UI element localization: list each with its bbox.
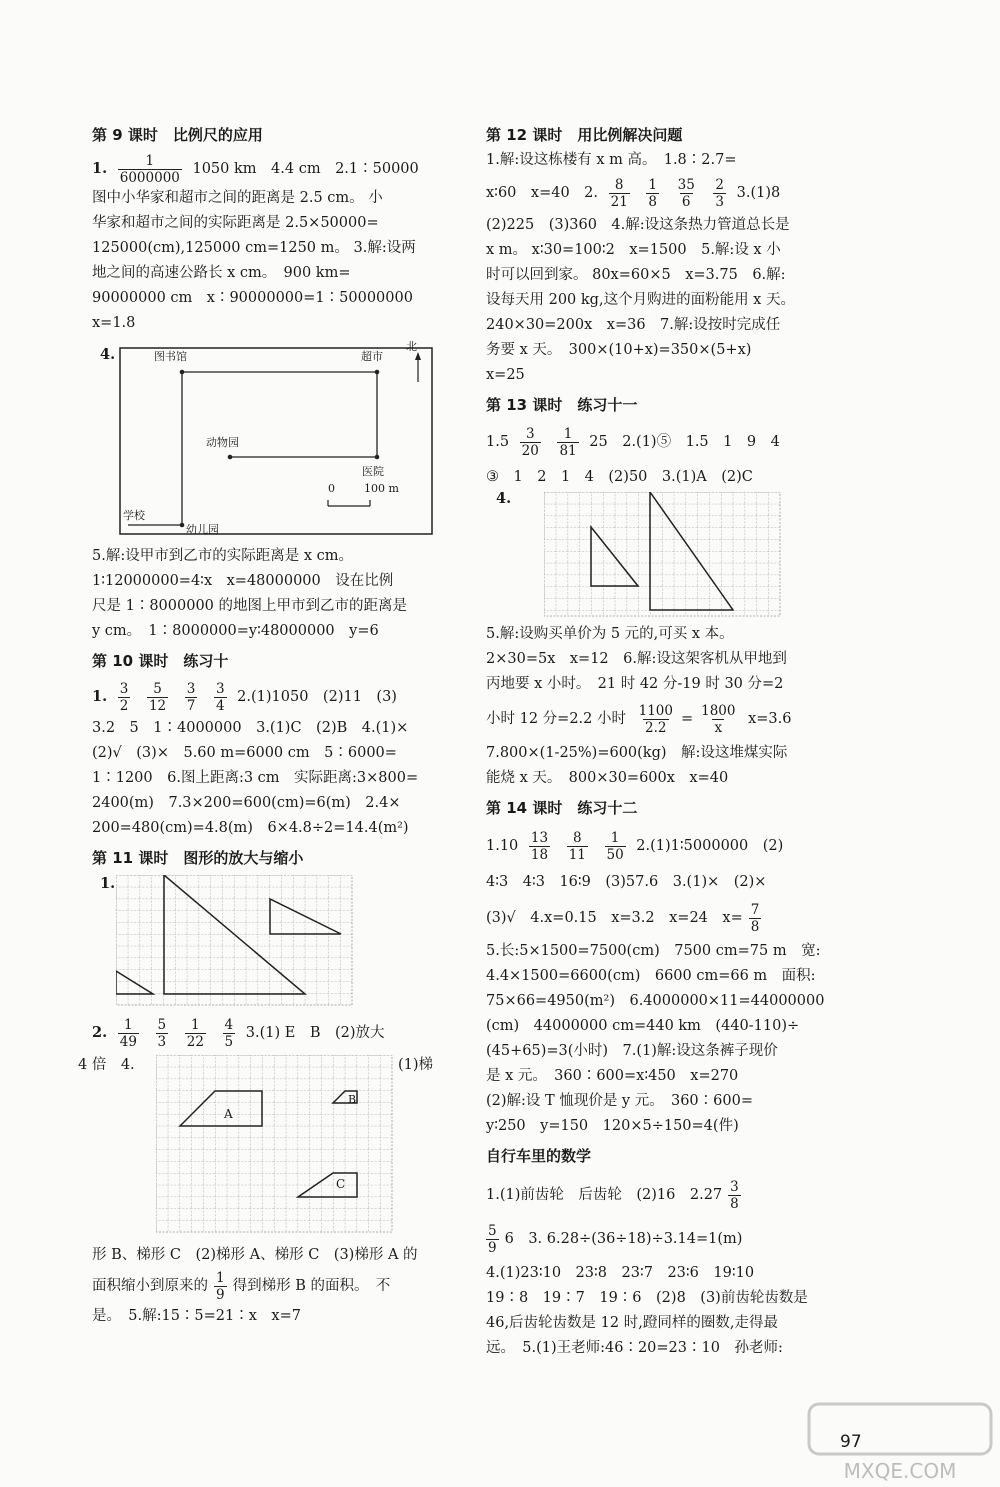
- fraction: $\frac{4}{5}$: [224, 1016, 234, 1050]
- scale-label-zero: 0: [328, 482, 335, 495]
- answer-text: 2.(1)1050 (2)11 (3): [237, 689, 397, 705]
- text-segment: 1.(1)前齿轮 后齿轮 (2)16 2.27: [486, 1187, 723, 1203]
- answer-text: 3.(1) E B (2)放大: [245, 1025, 385, 1041]
- trapezoid-grid-figure: [78, 1053, 454, 1243]
- fraction: $\frac{3}{4}$: [215, 680, 225, 714]
- text-segment: 2.(1)1∶5000000 (2): [636, 838, 784, 854]
- text-line: 是。 5.解:15∶5=21∶x x=7: [92, 1308, 301, 1324]
- map-label-kindergarten: 幼儿园: [186, 523, 219, 536]
- fraction: $\frac{5}{12}$: [148, 680, 167, 714]
- text-line: 4.4×1500=6600(cm) 6600 cm=66 m 面积:: [486, 968, 816, 984]
- text-segment: 1.5: [486, 434, 510, 450]
- fraction: $\frac{7}{8}$: [750, 901, 760, 935]
- text-line-with-fraction: [486, 1173, 884, 1217]
- text-line-with-fractions: [486, 825, 884, 867]
- map-label-zoo: 动物园: [206, 436, 239, 449]
- text-line: (2)解:设 T 恤现价是 y 元。 360∶600=: [486, 1093, 753, 1109]
- lesson-11-answer-2: [92, 1013, 454, 1053]
- text-line: (45+65)=3(小时) 7.(1)解:设这条裤子现价: [486, 1043, 778, 1059]
- text-line: (cm) 44000000 cm=440 km (440-110)÷: [486, 1018, 800, 1034]
- text-line: 1.解:设这栋楼有 x m 高。 1.8∶2.7=: [486, 152, 737, 168]
- text-line: 尺是 1∶8000000 的地图上甲市到乙市的距离是: [92, 598, 408, 614]
- text-line: (2)√ (3)× 5.60 m=6000 cm 5∶6000=: [92, 745, 397, 761]
- text-line: 2400(m) 7.3×200=600(cm)=6(m) 2.4×: [92, 795, 401, 811]
- text-line: 75×66=4950(m²) 6.4000000×11=44000000: [486, 993, 825, 1009]
- point-zoo: [228, 455, 233, 460]
- point-library: [180, 370, 185, 375]
- map-label-library: 图书馆: [154, 350, 187, 363]
- fraction: $\frac{3}{2}$: [119, 680, 129, 714]
- triangle-grid: [544, 492, 794, 622]
- watermark-logo: [805, 1400, 995, 1484]
- text-line: 图中小华家和超市之间的距离是 2.5 cm。 小: [92, 190, 383, 206]
- map-figure: [92, 342, 454, 544]
- fraction: $\frac{13}{18}$: [530, 829, 549, 863]
- text-line: 是 x 元。 360∶600=x∶450 x=270: [486, 1068, 739, 1084]
- fraction: $\frac{1}{50}$: [606, 829, 624, 863]
- text-line: x=1.8: [92, 315, 136, 331]
- text-line: 丙地要 x 小时。 21 时 42 分-19 时 30 分=2: [486, 676, 784, 692]
- text-line: 5.解:设甲市到乙市的实际距离是 x cm。: [92, 548, 353, 564]
- text-line: 46,后齿轮齿数是 12 时,蹬同样的圈数,走得最: [486, 1315, 778, 1331]
- text-segment: 3.(1)8: [736, 185, 781, 201]
- lesson-9-answer-1: [92, 152, 454, 186]
- map-border: [120, 348, 432, 534]
- lesson-12-title: 第 12 课时 用比例解决问题: [486, 126, 683, 144]
- fraction: $\frac{1}{81}$: [559, 425, 577, 459]
- text-line: 务要 x 天。 300×(10+x)=350×(5+x): [486, 342, 752, 358]
- watermark-text: MXQE.COM: [843, 1459, 957, 1483]
- fraction: $\frac{1}{9}$: [216, 1269, 225, 1303]
- lesson-11-title: 第 11 课时 图形的放大与缩小: [92, 849, 304, 867]
- text-line: 4.(1)23∶10 23∶8 23∶7 23∶6 19∶10: [486, 1265, 755, 1281]
- text-segment: x∶60 x=40 2.: [486, 185, 599, 201]
- fraction: $\frac{3}{20}$: [521, 425, 539, 459]
- text-line: 远。 5.(1)王老师:46∶20=23∶10 孙老师:: [486, 1340, 783, 1356]
- text-line: x=25: [486, 367, 525, 383]
- fraction: $\frac{8}{11}$: [568, 829, 586, 863]
- text-line: 7.800×(1-25%)=600(kg) 解:设这堆煤实际: [486, 745, 788, 761]
- fraction: $\frac{1800}{x}$: [701, 702, 736, 736]
- answer-number: 1.: [92, 160, 108, 177]
- answer-number: 1.: [92, 688, 108, 705]
- fraction: $\frac{1}{6000000}$: [119, 152, 180, 186]
- fraction: $\frac{5}{3}$: [157, 1016, 167, 1050]
- trapezoid-grid: [156, 1055, 406, 1239]
- fraction: $\frac{3}{8}$: [730, 1178, 739, 1212]
- text-line: 时可以回到家。 80x=60×5 x=3.75 6.解:: [486, 267, 786, 283]
- lesson-14-title: 第 14 课时 练习十二: [486, 799, 638, 817]
- text-segment: 得到梯形 B 的面积。 不: [232, 1278, 391, 1294]
- text-line: 200=480(cm)=4.8(m) 6×4.8÷2=14.4(m²): [92, 820, 409, 836]
- answer-text: 1050 km 4.4 cm 2.1∶50000: [192, 161, 419, 177]
- text-line-with-fraction: [486, 1217, 884, 1261]
- text-segment: 面积缩小到原来的: [92, 1278, 208, 1294]
- text-line: x m。 x∶30=100∶2 x=1500 5.解:设 x 小: [486, 242, 781, 258]
- text-line: 240×30=200x x=36 7.解:设按时完成任: [486, 317, 781, 333]
- text-segment: 25 2.(1)⑤ 1.5 1 9 4: [589, 434, 780, 450]
- fraction: $\frac{5}{9}$: [488, 1222, 497, 1256]
- text-line: 形 B、梯形 C (2)梯形 A、梯形 C (3)梯形 A 的: [92, 1247, 418, 1263]
- lesson-10-answer-1: [92, 678, 454, 716]
- scale-label-100m: 100 m: [364, 482, 399, 495]
- text-line: (2)225 (3)360 4.解:设这条热力管道总长是: [486, 217, 790, 233]
- map-label-north: 北: [406, 340, 417, 353]
- point-hospital: [375, 455, 380, 460]
- page-number: 97: [840, 1432, 862, 1452]
- trapezoid-c-label: C: [336, 1177, 346, 1191]
- triangle-grid: [116, 875, 356, 1011]
- text-segment: (3)√ 4.x=0.15 x=3.2 x=24 x=: [486, 910, 743, 926]
- lesson-10-title: 第 10 课时 练习十: [92, 652, 229, 670]
- text-segment: 小时 12 分=2.2 小时: [486, 711, 626, 727]
- lesson-9-title: 第 9 课时 比例尺的应用: [92, 126, 263, 144]
- text-line-with-fractions: [486, 173, 884, 213]
- trapezoid-b-label: B: [348, 1093, 357, 1106]
- right-triangle-grid-figure: [486, 492, 884, 622]
- text-line-with-fraction: [92, 1268, 454, 1304]
- fraction: $\frac{35}{6}$: [677, 176, 695, 210]
- trapezoid-a-label: A: [224, 1107, 233, 1121]
- text-segment: 1.10: [486, 838, 519, 854]
- question-4-label: 4.: [100, 346, 116, 363]
- text-line: y∶250 y=150 120×5÷150=4(件): [486, 1118, 739, 1134]
- map-label-supermarket: 超市: [361, 350, 383, 363]
- question-4-label: 4.: [496, 490, 512, 507]
- fraction: $\frac{1}{8}$: [648, 176, 658, 210]
- fraction: $\frac{3}{7}$: [186, 680, 196, 714]
- point-kindergarten: [180, 523, 185, 528]
- answer-number: 2.: [92, 1024, 108, 1041]
- fraction: $\frac{2}{3}$: [715, 176, 725, 210]
- equals-sign: =: [680, 711, 694, 727]
- text-segment: 6 3. 6.28÷(36÷18)÷3.14=1(m): [504, 1231, 743, 1247]
- text-line: 能烧 x 天。 800×30=600x x=40: [486, 770, 729, 786]
- map-label-school: 学校: [123, 509, 145, 522]
- bike-math-title: 自行车里的数学: [486, 1147, 592, 1165]
- left-column: [78, 118, 454, 1329]
- text-line: 3.2 5 1∶4000000 3.(1)C (2)B 4.(1)×: [92, 720, 409, 736]
- question-4-suffix: (1)梯: [398, 1057, 434, 1073]
- triangle-grid-figure: [92, 875, 454, 1013]
- fraction: $\frac{8}{21}$: [610, 176, 628, 210]
- fraction: $\frac{1}{22}$: [186, 1016, 204, 1050]
- text-line: 90000000 cm x∶90000000=1∶50000000: [92, 290, 413, 306]
- text-line: 地之间的高速公路长 x cm。 900 km=: [92, 265, 351, 281]
- text-line: 华家和超市之间的实际距离是 2.5×50000=: [92, 215, 379, 231]
- question-4-prefix: 4 倍 4.: [78, 1057, 135, 1073]
- text-line: 19∶8 19∶7 19∶6 (2)8 (3)前齿轮齿数是: [486, 1290, 808, 1306]
- fraction: $\frac{1}{49}$: [119, 1016, 137, 1050]
- fraction: $\frac{1100}{2.2}$: [638, 702, 673, 736]
- text-line: 5.长:5×1500=7500(cm) 7500 cm=75 m 宽:: [486, 943, 821, 959]
- text-line: 4∶3 4∶3 16∶9 (3)57.6 3.(1)× (2)×: [486, 874, 767, 890]
- map-diagram: [92, 342, 454, 542]
- text-line-with-fractions: [486, 422, 884, 462]
- question-1-label: 1.: [100, 875, 116, 892]
- text-line: 设每天用 200 kg,这个月购进的面粉能用 x 天。: [486, 292, 795, 308]
- text-line-with-fraction: [486, 897, 884, 939]
- text-line: ③ 1 2 1 4 (2)50 3.(1)A (2)C: [486, 469, 753, 485]
- map-label-hospital: 医院: [362, 465, 384, 478]
- right-column: [486, 118, 884, 1361]
- lesson-13-title: 第 13 课时 练习十一: [486, 396, 638, 414]
- text-line: y cm。 1∶8000000=y∶48000000 y=6: [92, 623, 379, 639]
- text-line: 1∶12000000=4∶x x=48000000 设在比例: [92, 573, 394, 589]
- text-line-with-fractions: [486, 697, 884, 741]
- text-line: 1∶1200 6.图上距离:3 cm 实际距离:3×800=: [92, 770, 419, 786]
- text-segment: x=3.6: [748, 711, 792, 727]
- text-line: 125000(cm),125000 cm=1250 m。 3.解:设两: [92, 240, 416, 256]
- text-line: 2×30=5x x=12 6.解:设这架客机从甲地到: [486, 651, 787, 667]
- text-line: 5.解:设购买单价为 5 元的,可买 x 本。: [486, 626, 734, 642]
- point-supermarket: [375, 370, 380, 375]
